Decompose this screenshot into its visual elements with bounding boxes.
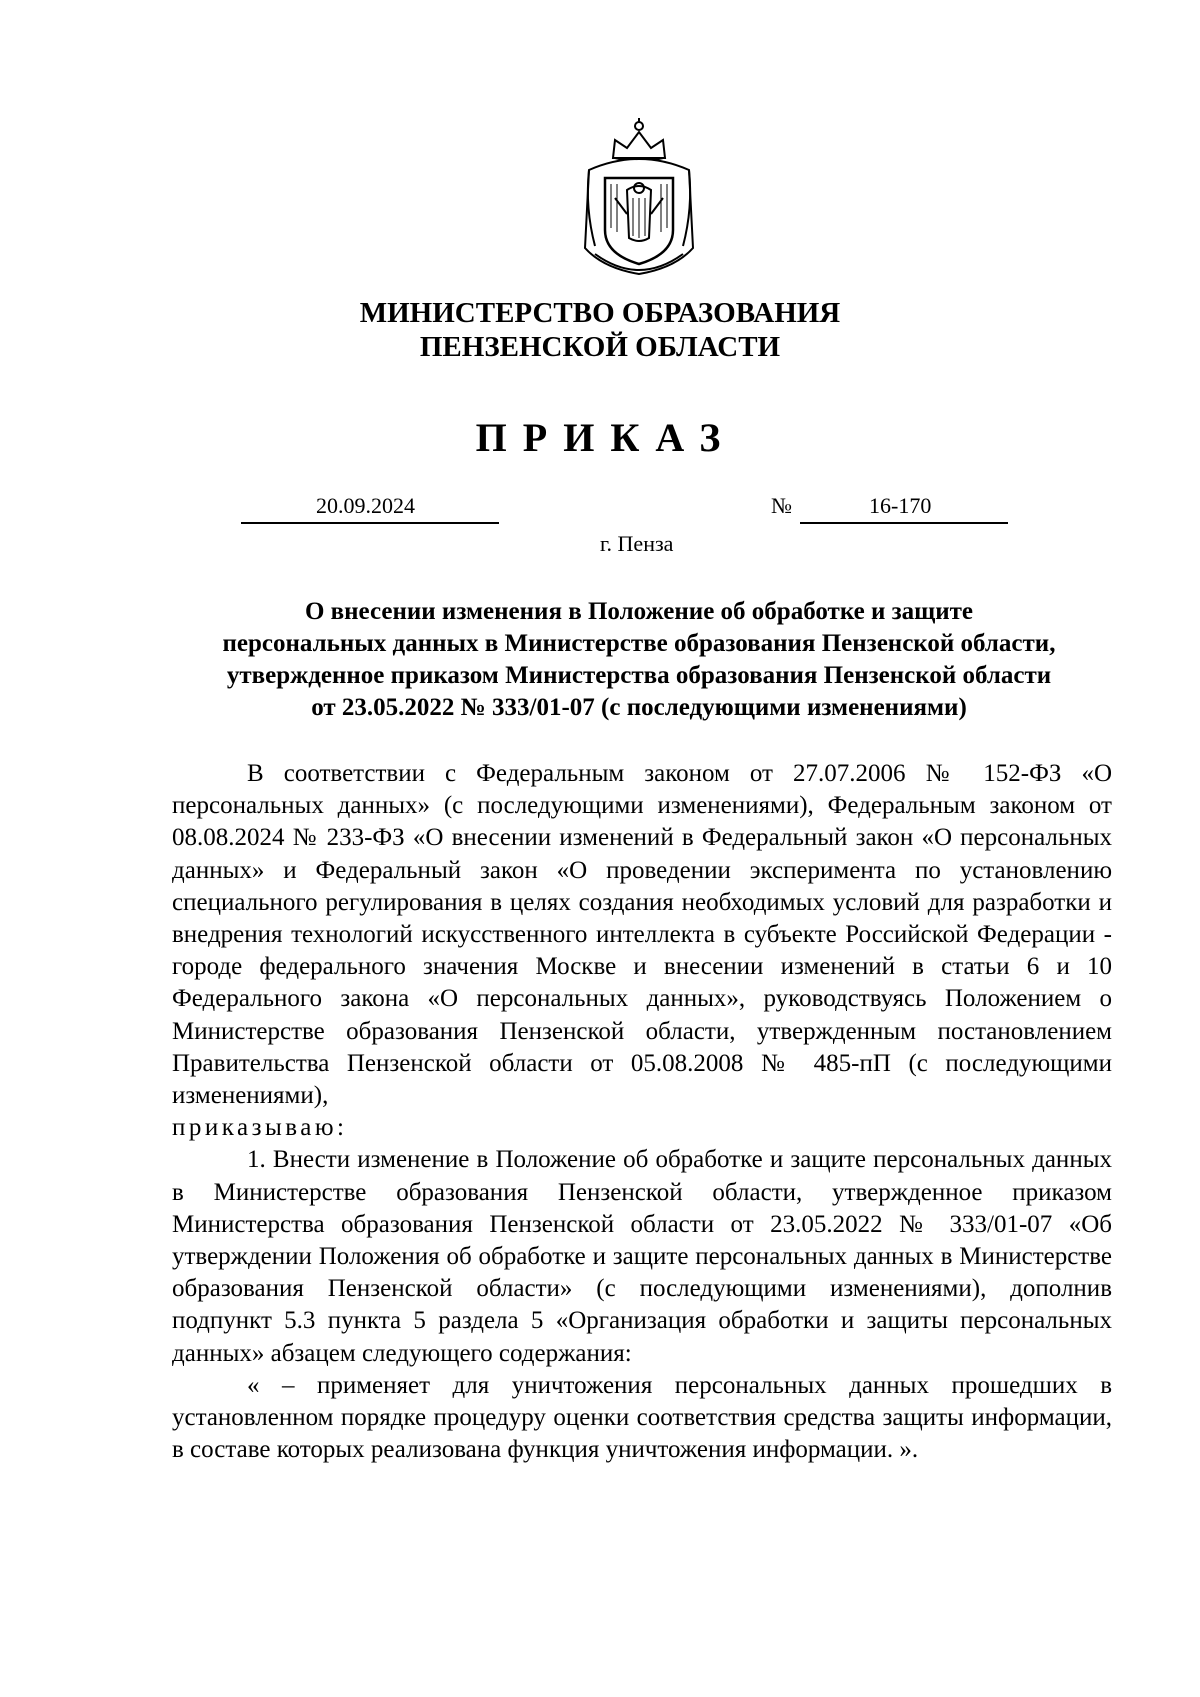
order-word: приказываю: <box>172 1114 348 1142</box>
document-type-title: ПРИКАЗ <box>475 415 737 460</box>
subject-line-1: О внесении изменения в Положение об обработке и защите <box>304 598 974 625</box>
preamble-paragraph: В соответствии с Федеральным законом от 27.07.2006 № 152-ФЗ «О персональных данных» (с последующими изменениями), Федеральным законом от 08.08.2024 № 233-ФЗ «О внесении изменений в Федеральный закон «О персональных данных» и Федеральный закон «О проведении эксперимента по установлению специального регулирования в целях создания необходимых условий для разработки и внедрения технологий искусственного интеллекта в субъекте Российской Федерации - городе федерального значения Москве и внесении изменений в статьи 6 и 10 Федерального закона «О персональных данных», руководствуясь Положением о Министерстве образования Пензенской области, утвержденным постановлением Правительства Пензенской области от 05.08.2008 № 485-пП (с последующими изменениями), <box>172 760 1112 1110</box>
city: г. Пенза <box>600 531 674 556</box>
order-subject <box>150 596 1128 724</box>
ministry-name <box>0 296 1200 364</box>
subject-line-2: персональных данных в Министерстве образования Пензенской области, <box>222 630 1056 657</box>
order-date: 20.09.2024 <box>316 493 415 518</box>
subject-line-3: утвержденное приказом Министерства образования Пензенской области <box>226 662 1052 689</box>
number-underline <box>800 522 1008 524</box>
number-sign: № <box>771 493 792 518</box>
order-body <box>172 758 1112 1466</box>
quoted-amendment: « – применяет для уничтожения персональных данных прошедших в установленном порядке процедуру оценки соответствия средства защиты информации, в составе которых реализована функция уничтожения информации. ». <box>172 1371 1112 1464</box>
ministry-line-2: ПЕНЗЕНСКОЙ ОБЛАСТИ <box>419 331 781 363</box>
coat-of-arms-icon <box>575 118 703 278</box>
item-1-paragraph: 1. Внести изменение в Положение об обработке и защите персональных данных в Министерстве образования Пензенской области, утвержденное приказом Министерства образования Пензенской области от 23.05.2022 № 333/01-07 «Об утверждении Положения об обработке и защите персональных данных в Министерстве образования Пензенской области» (с последующими изменениями), дополнив подпункт 5.3 пункта 5 раздела 5 «Организация обработки и защиты персональных данных» абзацем следующего содержания: <box>172 1146 1112 1367</box>
date-underline <box>241 522 499 524</box>
subject-line-4: от 23.05.2022 № 333/01-07 (с последующими изменениями) <box>311 694 967 721</box>
ministry-line-1: МИНИСТЕРСТВО ОБРАЗОВАНИЯ <box>359 297 841 329</box>
order-number: 16-170 <box>869 493 932 518</box>
